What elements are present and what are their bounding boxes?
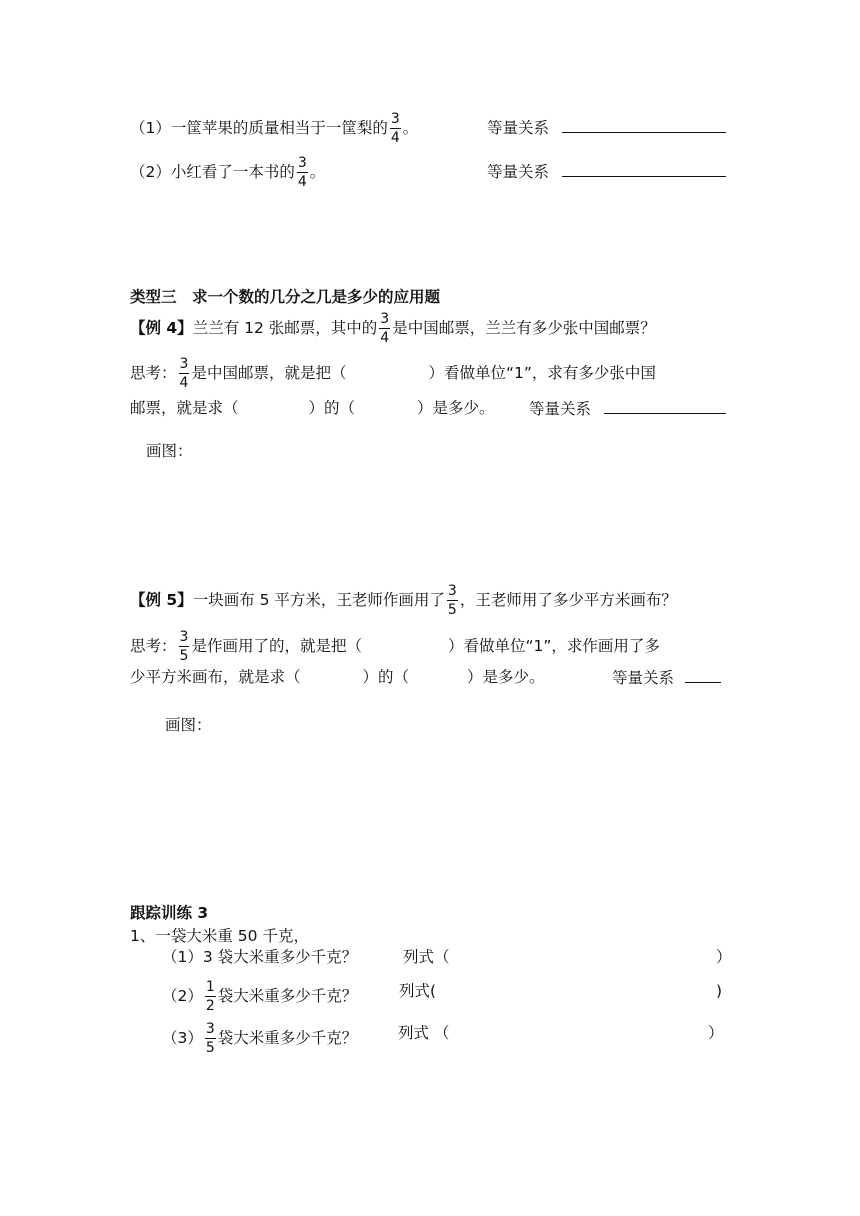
fraction: $\frac{3}{4}$ <box>390 111 400 146</box>
relation-label: 等量关系 <box>487 163 550 181</box>
example-5-think-cont: 少平方米画布，就是求（ ）的（ ）是多少。 <box>130 668 545 686</box>
fraction: $\frac{3}{4}$ <box>380 311 390 346</box>
answer-blank[interactable] <box>604 397 726 414</box>
q1-item1: （1）一筐苹果的质量相当于一筐梨的 $\frac{3}{4}$ 。 <box>130 111 419 146</box>
example-5-think: 思考： $\frac{3}{5}$ 是作画用了的，就是把（ ）看做单位“1”，求作画用了多 <box>130 629 660 664</box>
relation-label: 等量关系 <box>529 400 592 418</box>
formula-2-label: 列式( <box>399 982 437 1000</box>
fraction: $\frac{3}{5}$ <box>179 629 189 664</box>
q1-item1-relation <box>487 116 726 138</box>
example-4-think: 思考： $\frac{3}{4}$ 是中国邮票，就是把（ ）看做单位“1”，求有多少张中国 <box>130 356 656 391</box>
practice-title: 跟踪训练 3 <box>130 904 209 922</box>
example-5-relation <box>612 666 721 688</box>
example-4: 【例 4】兰兰有 12 张邮票，其中的 $\frac{3}{4}$ 是中国邮票，兰兰有多少张中国邮票？ <box>130 311 656 346</box>
example-label: 【例 4】 <box>130 319 193 337</box>
answer-blank[interactable] <box>562 116 726 133</box>
q1-item2-text: （2）小红看了一本书的 <box>130 163 295 181</box>
example-4-relation <box>529 397 726 419</box>
section-title: 类型三 求一个数的几分之几是多少的应用题 <box>130 288 441 306</box>
close-paren: ） <box>708 1024 724 1042</box>
fraction: $\frac{1}{2}$ <box>205 979 215 1014</box>
example-4-think-cont: 邮票，就是求（ ）的（ ）是多少。 <box>130 399 495 417</box>
answer-blank[interactable] <box>685 666 721 683</box>
draw-label: 画图： <box>165 716 212 734</box>
fraction: $\frac{3}{4}$ <box>179 356 189 391</box>
q1-item2-relation <box>487 160 726 182</box>
practice-sub-3: （3） $\frac{3}{5}$ 袋大米重多少千克？ <box>162 1021 358 1056</box>
fraction: $\frac{3}{5}$ <box>447 583 457 618</box>
formula-1-label: 列式（ <box>403 948 450 966</box>
practice-sub-1: （1）3 袋大米重多少千克？ <box>162 948 358 966</box>
fraction: $\frac{3}{4}$ <box>297 155 307 190</box>
fraction: $\frac{3}{5}$ <box>205 1021 215 1056</box>
draw-label: 画图： <box>146 442 193 460</box>
practice-sub-2: （2） $\frac{1}{2}$ 袋大米重多少千克？ <box>162 979 358 1014</box>
answer-blank[interactable] <box>562 160 726 177</box>
close-paren: ） <box>716 948 732 966</box>
practice-question: 1、一袋大米重 50 千克， <box>130 927 309 945</box>
relation-label: 等量关系 <box>612 669 675 687</box>
q1-item1-text: （1）一筐苹果的质量相当于一筐梨的 <box>130 119 388 137</box>
formula-3-label: 列式 （ <box>398 1024 450 1042</box>
q1-item2: （2）小红看了一本书的 $\frac{3}{4}$ 。 <box>130 155 326 190</box>
example-label: 【例 5】 <box>130 591 193 609</box>
example-5: 【例 5】一块画布 5 平方米，王老师作画用了 $\frac{3}{5}$ ，王老师用了多少平方米画布？ <box>130 583 677 618</box>
relation-label: 等量关系 <box>487 119 550 137</box>
close-paren: ) <box>716 982 723 1000</box>
